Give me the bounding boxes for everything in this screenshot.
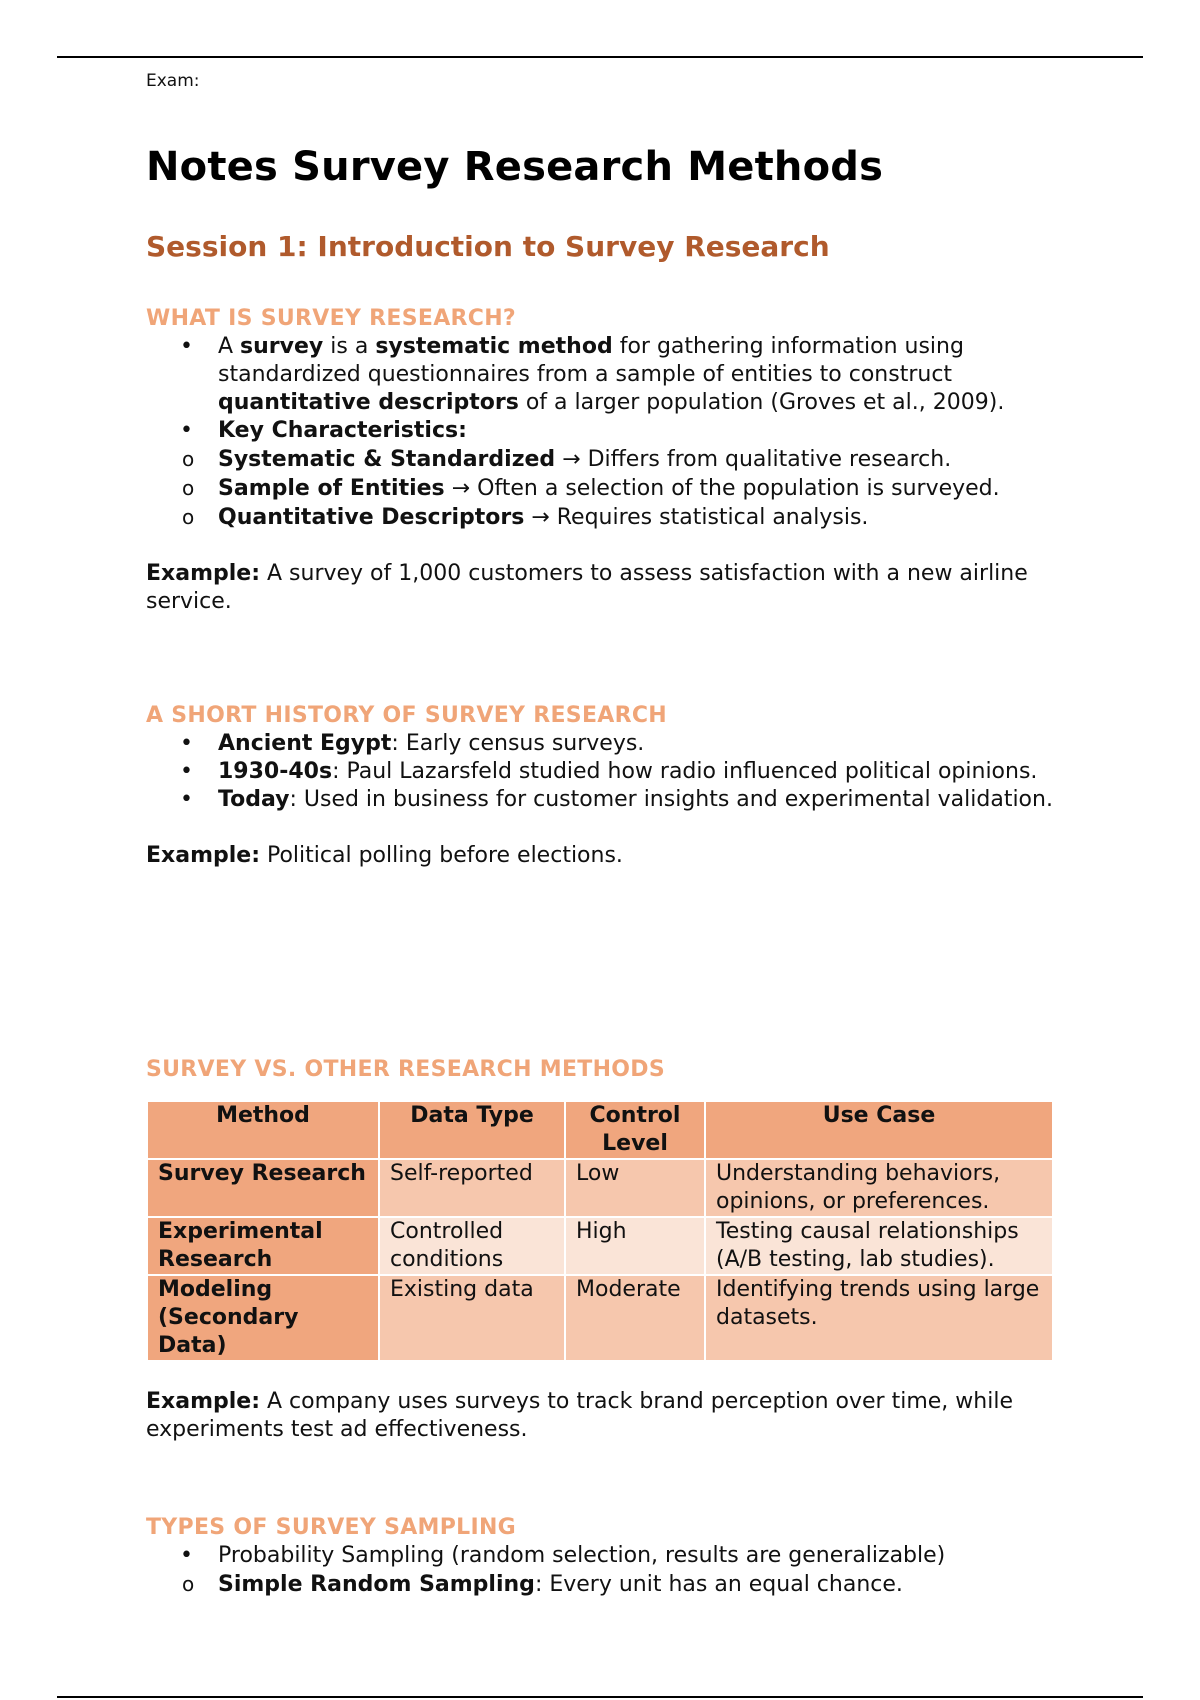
- list-item: • Ancient Egypt: Early census surveys.: [180, 731, 645, 756]
- section-sampling: [146, 1514, 1066, 1599]
- table-cell: Understanding behaviors, opinions, or preferences.: [705, 1159, 1053, 1217]
- example-paragraph: Example: A survey of 1,000 customers to assess satisfaction with a new airline service.: [146, 561, 1028, 614]
- bullet-icon: •: [180, 731, 193, 756]
- section-versus: [146, 1056, 1066, 1444]
- list-item: • Key Characteristics: o Systematic & Standardized → Differs from qualitative research. o Sample of Entities → Often a selection of the population is surveyed. o Quantitative Descriptors → Requires statistical analysis.: [146, 417, 1066, 532]
- table-cell: Low: [565, 1159, 705, 1217]
- list-item: • Probability Sampling (random selection, results are generalizable) o Simple Random Sampling: Every unit has an equal chance.: [146, 1542, 1066, 1599]
- table-row: [147, 1275, 1053, 1361]
- bullet-icon: •: [180, 759, 193, 784]
- section-heading: TYPES OF SURVEY SAMPLING: [146, 1515, 517, 1540]
- table-row-header: Modeling (Secondary Data): [147, 1275, 379, 1361]
- list-item: • 1930-40s: Paul Lazarsfeld studied how radio influenced political opinions.: [180, 759, 1038, 784]
- bullet-list: [146, 333, 1066, 532]
- table-row: [147, 1217, 1053, 1275]
- sub-list-item: o Quantitative Descriptors → Requires statistical analysis.: [182, 505, 869, 530]
- circle-bullet-icon: o: [182, 505, 195, 529]
- section-heading: A SHORT HISTORY OF SURVEY RESEARCH: [146, 703, 667, 728]
- list-item: • Today: Used in business for customer insights and experimental validation.: [180, 787, 1053, 812]
- comparison-table: [146, 1100, 1054, 1362]
- sub-list-item: o Simple Random Sampling: Every unit has an equal chance.: [182, 1572, 903, 1597]
- table-row-header: Experimental Research: [147, 1217, 379, 1275]
- bullet-icon: •: [180, 1543, 193, 1568]
- table-cell: Existing data: [379, 1275, 565, 1361]
- table-header-cell: Control Level: [565, 1101, 705, 1159]
- table-header-cell: Method: [147, 1101, 379, 1159]
- table-row: [147, 1159, 1053, 1217]
- table-cell: Moderate: [565, 1275, 705, 1361]
- table-cell: High: [565, 1217, 705, 1275]
- bullet-icon: •: [180, 787, 193, 812]
- table-cell: Controlled conditions: [379, 1217, 565, 1275]
- page-title: Notes Survey Research Methods: [146, 144, 884, 190]
- top-rule: [57, 56, 1143, 58]
- session-title: Session 1: Introduction to Survey Research: [146, 230, 830, 263]
- section-history: [146, 702, 1066, 870]
- bullet-icon: •: [180, 334, 193, 359]
- section-heading: WHAT IS SURVEY RESEARCH?: [146, 306, 516, 331]
- section-heading: SURVEY VS. OTHER RESEARCH METHODS: [146, 1057, 666, 1082]
- list-item: • A survey is a systematic method for gathering information using standardized questionnaires from a sample of entities to construct quantitative descriptors of a larger population (Groves et al., 2009).: [180, 334, 1005, 415]
- table-header-row: [147, 1101, 1053, 1159]
- sub-list-item: o Sample of Entities → Often a selection of the population is surveyed.: [182, 476, 1000, 501]
- example-paragraph: Example: A company uses surveys to track brand perception over time, while experiments test ad effectiveness.: [146, 1389, 1013, 1442]
- document-body: [146, 70, 1066, 1597]
- circle-bullet-icon: o: [182, 476, 195, 500]
- bullet-list: [146, 730, 1066, 814]
- table-cell: Self-reported: [379, 1159, 565, 1217]
- table-cell: Testing causal relationships (A/B testing, lab studies).: [705, 1217, 1053, 1275]
- bullet-icon: •: [180, 418, 193, 443]
- table-header-cell: Use Case: [705, 1101, 1053, 1159]
- exam-label: Exam:: [146, 71, 200, 91]
- bullet-list: [146, 1542, 1066, 1599]
- circle-bullet-icon: o: [182, 447, 195, 471]
- bottom-rule: [57, 1696, 1143, 1698]
- table-cell: Identifying trends using large datasets.: [705, 1275, 1053, 1361]
- sub-bullet-list: [146, 1570, 1066, 1599]
- section-what-is-survey: [146, 305, 1066, 616]
- circle-bullet-icon: o: [182, 1572, 195, 1596]
- sub-list-item: o Systematic & Standardized → Differs from qualitative research.: [182, 447, 952, 472]
- table-row-header: Survey Research: [147, 1159, 379, 1217]
- sub-bullet-list: [146, 445, 1066, 532]
- table-header-cell: Data Type: [379, 1101, 565, 1159]
- example-paragraph: Example: Political polling before elections.: [146, 843, 623, 868]
